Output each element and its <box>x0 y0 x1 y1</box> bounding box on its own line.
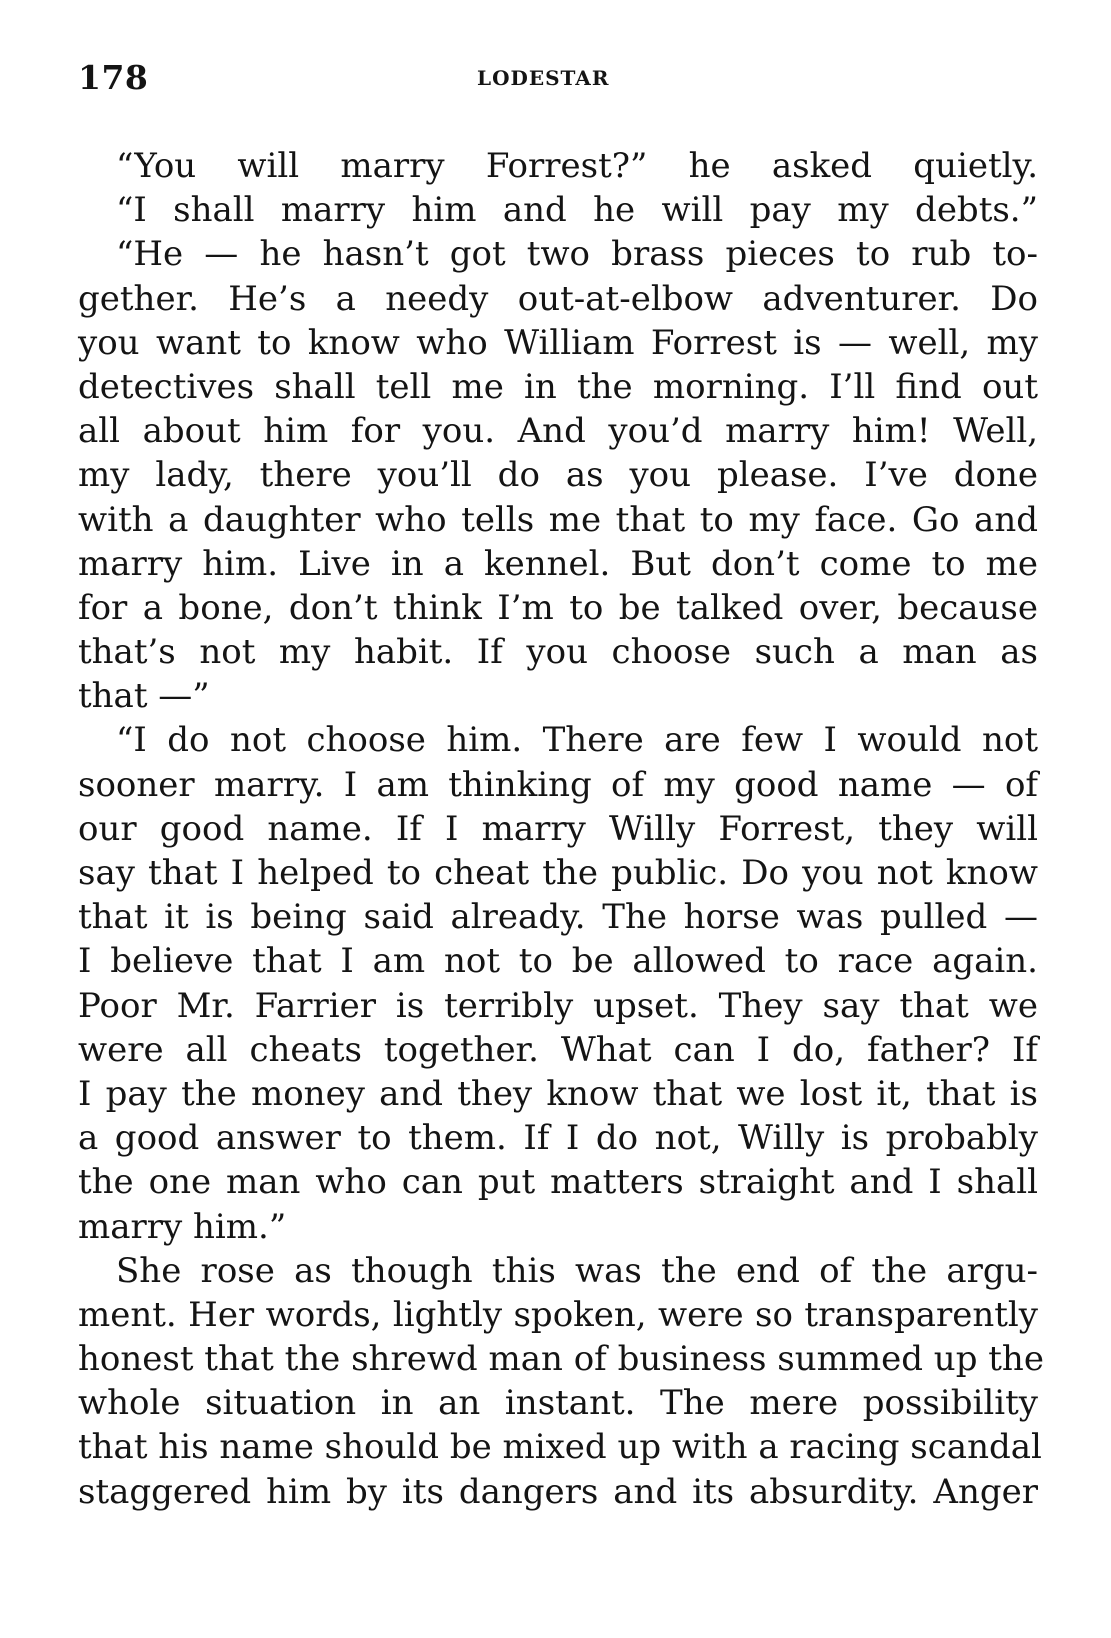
text-line: detectives shall tell me in the morning. I’ll find out <box>78 366 1038 407</box>
text-line: sooner marry. I am thinking of my good name — of <box>78 764 1038 805</box>
text-line: our good name. If I marry Willy Forrest, they will <box>78 808 1038 849</box>
text-line: with a daughter who tells me that to my face. Go and <box>78 499 1038 540</box>
text-line: that —” <box>78 676 210 717</box>
book-page <box>78 58 1044 1514</box>
text-line: for a bone, don’t think I’m to be talked over, because <box>78 587 1038 628</box>
running-head <box>78 58 1038 108</box>
text-line: I pay the money and they know that we lost it, that is <box>78 1073 1038 1114</box>
page-number: 178 <box>78 58 149 97</box>
text-line: say that I helped to cheat the public. Do you not know <box>78 853 1038 893</box>
text-line: “I do not choose him. There are few I would not <box>116 720 1038 761</box>
text-line: Poor Mr. Farrier is terribly upset. They say that we <box>78 985 1038 1026</box>
text-line: whole situation in an instant. The mere possibility <box>78 1383 1038 1424</box>
running-title: LODESTAR <box>477 66 610 90</box>
text-line: honest that the shrewd man of business summed up the <box>78 1339 1044 1380</box>
text-line: staggered him by its dangers and its absurdity. Anger <box>78 1471 1038 1512</box>
text-line: all about him for you. And you’d marry him! Well, <box>78 411 1038 452</box>
text-line: “You will marry Forrest?” he asked quietly. <box>116 146 1038 186</box>
text-line: ment. Her words, lightly spoken, were so transparently <box>78 1294 1038 1335</box>
text-line: the one man who can put matters straight and I shall <box>78 1162 1038 1203</box>
text-line: that his name should be mixed up with a racing scandal <box>78 1427 1042 1468</box>
body-text <box>78 144 1044 1514</box>
text-line: I believe that I am not to be allowed to race again. <box>78 941 1038 982</box>
text-line: marry him.” <box>78 1206 287 1247</box>
text-line: marry him. Live in a kennel. But don’t come to me <box>78 543 1038 584</box>
text-line: “I shall marry him and he will pay my debts.” <box>116 190 1038 231</box>
text-line: that it is being said already. The horse was pulled — <box>78 897 1038 938</box>
text-line: that’s not my habit. If you choose such a man as <box>78 632 1038 673</box>
text-line: She rose as though this was the end of the argu- <box>116 1250 1038 1291</box>
text-line: gether. He’s a needy out-at-elbow adventurer. Do <box>78 278 1038 319</box>
text-line: you want to know who William Forrest is — well, my <box>78 322 1038 363</box>
text-line: “He — he hasn’t got two brass pieces to rub to- <box>116 234 1038 275</box>
text-line: my lady, there you’ll do as you please. I’ve done <box>78 455 1038 496</box>
text-line: a good answer to them. If I do not, Willy is probably <box>78 1118 1038 1159</box>
text-line: were all cheats together. What can I do, father? If <box>78 1029 1038 1070</box>
